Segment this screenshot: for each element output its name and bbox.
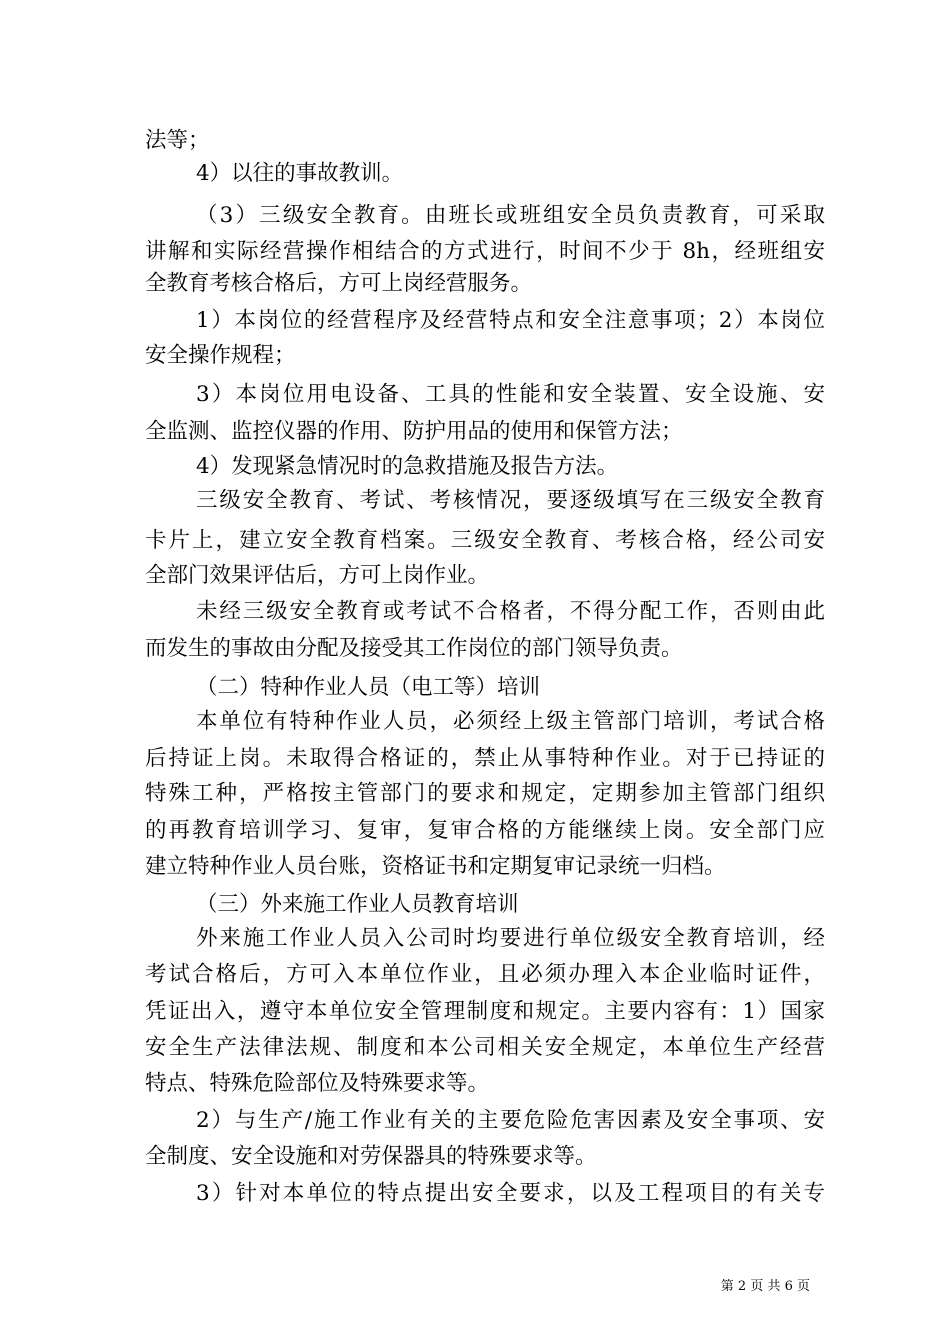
text-line: 建立特种作业人员台账，资格证书和定期复审记录统一归档。: [145, 854, 726, 879]
text-line: 安全生产法律法规、制度和本公司相关安全规定，本单位生产经营: [145, 1035, 825, 1060]
text-line: 法等；: [145, 128, 210, 153]
text-line: 卡片上，建立安全教育档案。三级安全教育、考核合格，经公司安: [145, 528, 825, 553]
section-heading: （二）特种作业人员（电工等）培训: [196, 675, 541, 700]
text-line: 全制度、安全设施和对劳保器具的特殊要求等。: [145, 1144, 597, 1169]
text-line: 三级安全教育、考试、考核情况，要逐级填写在三级安全教育: [196, 488, 825, 513]
text-line: 1）本岗位的经营程序及经营特点和安全注意事项；2）本岗位: [196, 308, 825, 333]
text-line: 未经三级安全教育或考试不合格者，不得分配工作，否则由此: [196, 599, 825, 624]
text-line: 4）发现紧急情况时的急救措施及报告方法。: [196, 454, 619, 479]
text-line: 的再教育培训学习、复审，复审合格的方能继续上岗。安全部门应: [145, 818, 825, 843]
text-line: 全部门效果评估后，方可上岗作业。: [145, 563, 490, 588]
text-line: （3）三级安全教育。由班长或班组安全员负责教育，可采取: [196, 203, 825, 228]
text-line: 后持证上岗。未取得合格证的，禁止从事特种作业。对于已持证的: [145, 746, 825, 771]
text-line: 讲解和实际经营操作相结合的方式进行，时间不少于 8h，经班组安: [145, 239, 825, 264]
text-line: 3）针对本单位的特点提出安全要求，以及工程项目的有关专: [196, 1181, 825, 1206]
text-line: 特殊工种，严格按主管部门的要求和规定，定期参加主管部门组织: [145, 781, 825, 806]
text-line: 全教育考核合格后，方可上岗经营服务。: [145, 271, 533, 296]
text-line: 特点、特殊危险部位及特殊要求等。: [145, 1071, 490, 1096]
page-number: 第 2 页 共 6 页: [720, 1279, 810, 1294]
text-line: 4）以往的事故教训。: [196, 161, 404, 186]
text-line: 外来施工作业人员入公司时均要进行单位级安全教育培训，经: [196, 926, 825, 951]
text-line: 安全操作规程；: [145, 343, 296, 368]
section-heading: （三）外来施工作业人员教育培训: [196, 892, 519, 917]
text-line: 考试合格后，方可入本单位作业，且必须办理入本企业临时证件，: [145, 962, 825, 987]
text-line: 全监测、监控仪器的作用、防护用品的使用和保管方法；: [145, 419, 683, 444]
text-line: 而发生的事故由分配及接受其工作岗位的部门领导负责。: [145, 636, 683, 661]
text-line: 凭证出入，遵守本单位安全管理制度和规定。主要内容有：1）国家: [145, 999, 825, 1024]
text-line: 3）本岗位用电设备、工具的性能和安全装置、安全设施、安: [196, 382, 825, 407]
text-line: 2）与生产/施工作业有关的主要危险危害因素及安全事项、安: [196, 1108, 825, 1133]
text-line: 本单位有特种作业人员，必须经上级主管部门培训，考试合格: [196, 709, 825, 734]
